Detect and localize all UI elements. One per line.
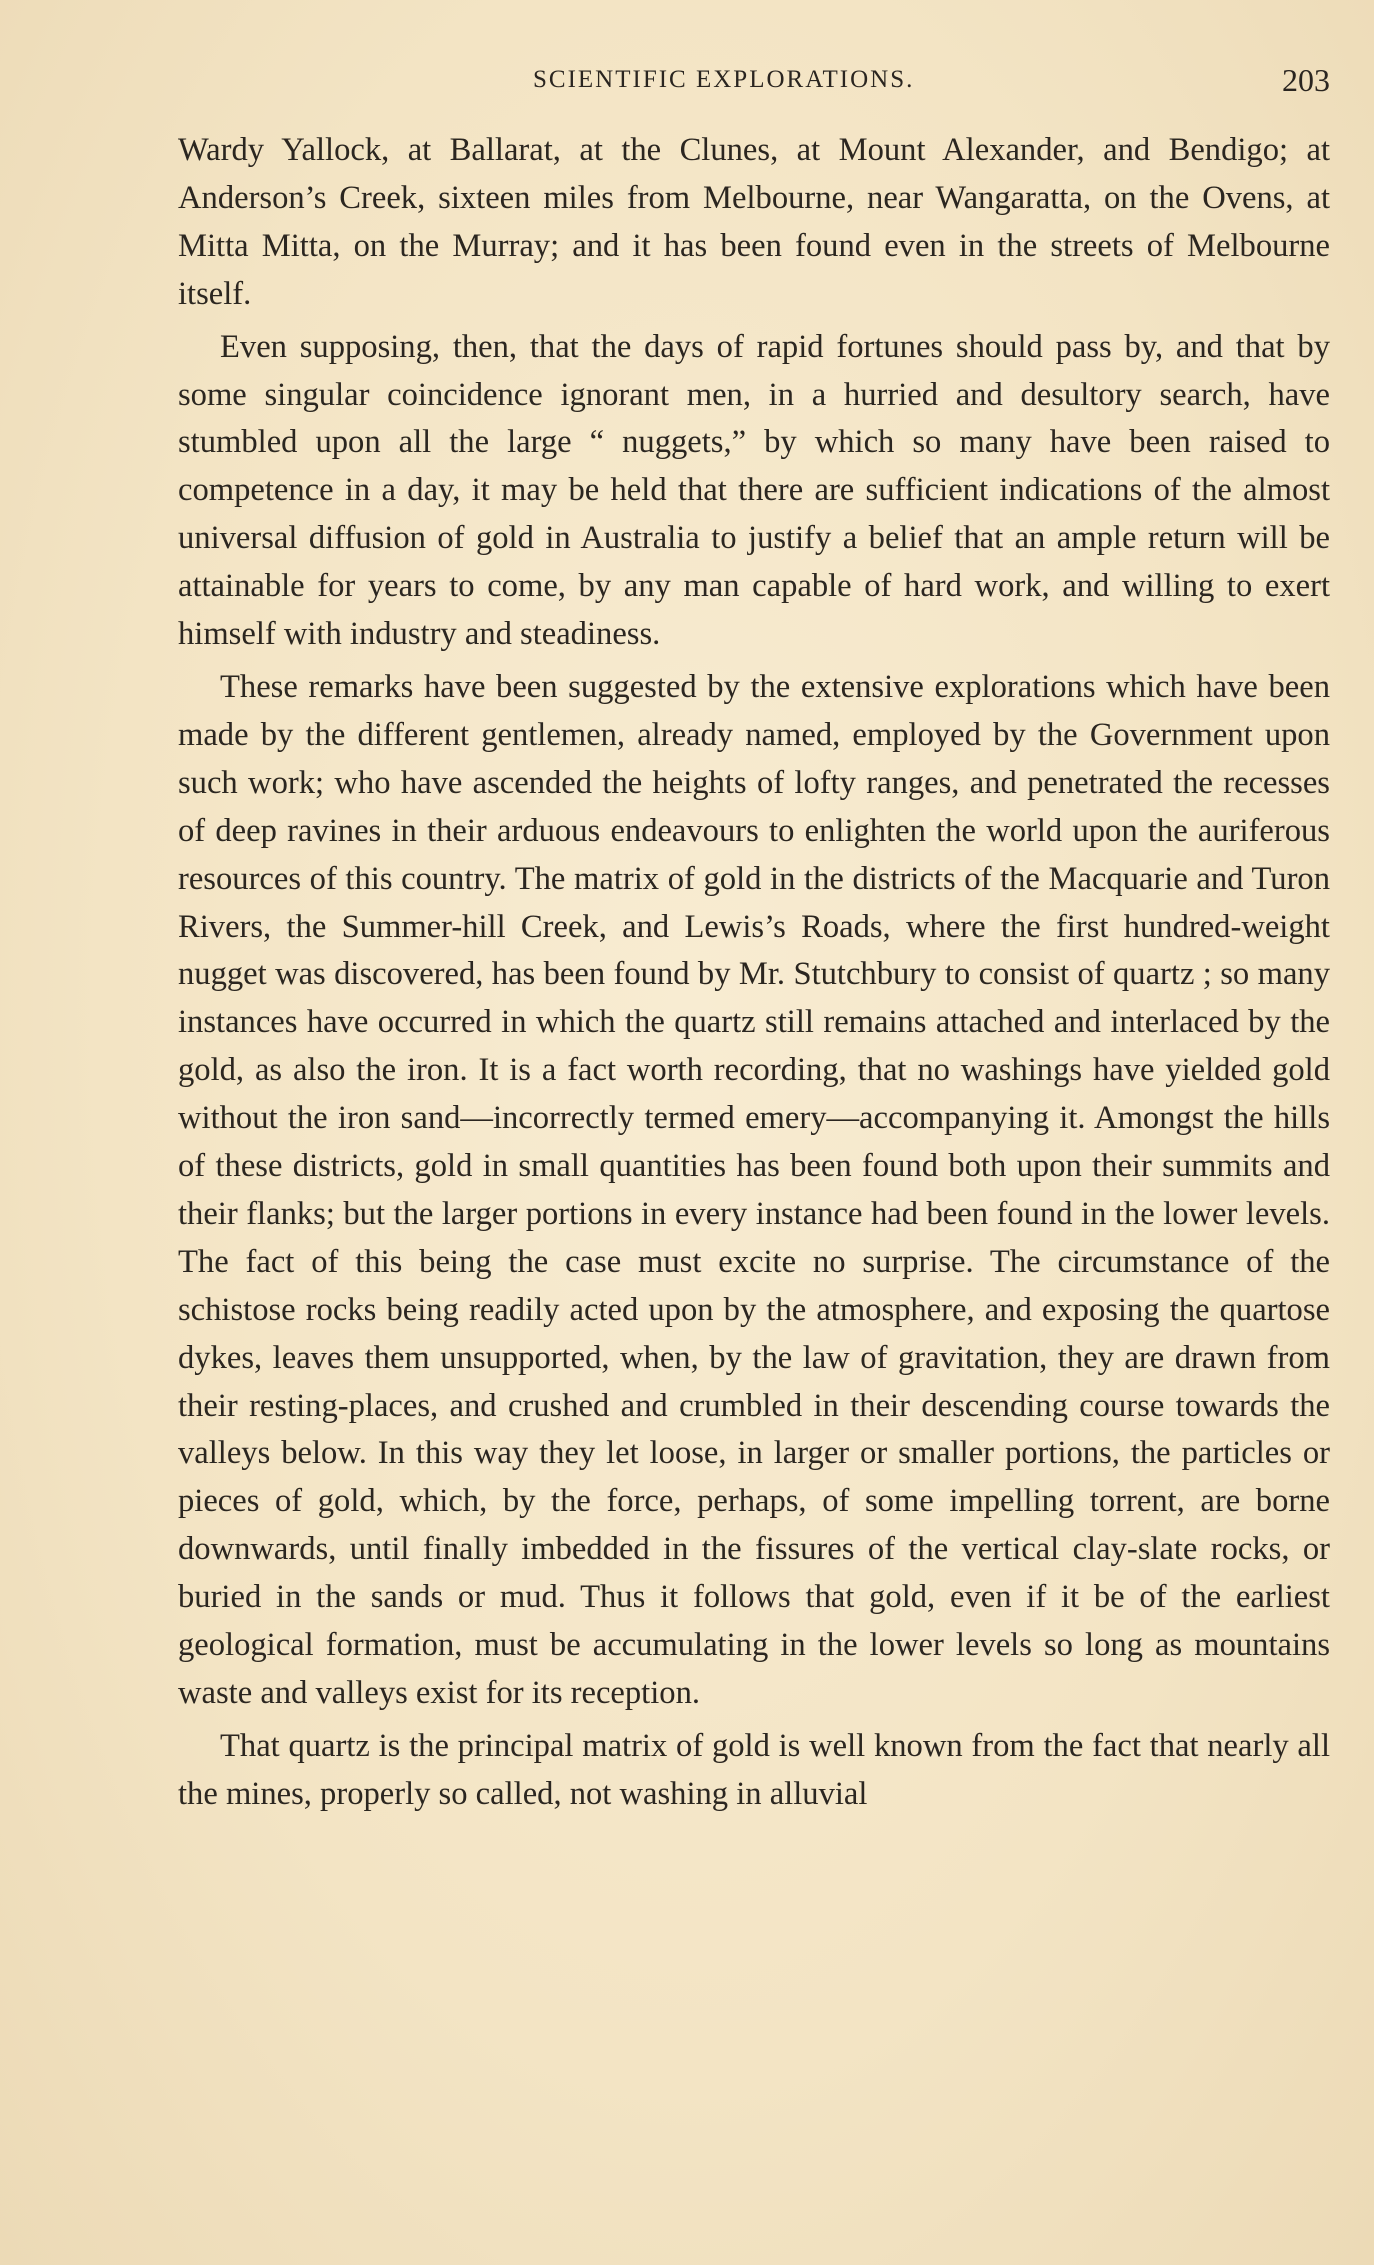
page-header — [178, 62, 1330, 102]
paragraph: These remarks have been suggested by the extensive explorations which have been made by the different gentlemen, already named, employed by the Government upon such work; who have ascended the heights of lofty ranges, and penetrated the recesses of deep ravines in their arduous endeavours to enlighten the world upon the auriferous resources of this country. The matrix of gold in the districts of the Macquarie and Turon Rivers, the Summer-hill Creek, and Lewis’s Roads, where the first hundred-weight nugget was discovered, has been found by Mr. Stutchbury to consist of quartz ; so many instances have occurred in which the quartz still remains attached and interlaced by the gold, as also the iron. It is a fact worth recording, that no washings have yielded gold without the iron sand—incorrectly termed emery—accompanying it. Amongst the hills of these districts, gold in small quantities has been found both upon their summits and their flanks; but the larger portions in every instance had been found in the lower levels. The fact of this being the case must excite no surprise. The circumstance of the schistose rocks being readily acted upon by the atmosphere, and exposing the quartose dykes, leaves them unsupported, when, by the law of gravitation, they are drawn from their resting-places, and crushed and crumbled in their descending course towards the valleys below. In this way they let loose, in larger or smaller portions, the particles or pieces of gold, which, by the force, perhaps, of some impelling torrent, are borne downwards, until finally imbedded in the fissures of the vertical clay-slate rocks, or buried in the sands or mud. Thus it follows that gold, even if it be of the earliest geological formation, must be accumulating in the lower levels so long as mountains waste and valleys exist for its reception. — [178, 668, 1330, 1711]
paragraph: Even supposing, then, that the days of rapid fortunes should pass by, and that by some singular coincidence ignorant men, in a hurried and desultory search, have stumbled upon all the large “ nuggets,” by which so many have been raised to competence in a day, it may be held that there are sufficient indications of the almost universal diffusion of gold in Australia to justify a belief that an ample return will be attainable for years to come, by any man capable of hard work, and willing to exert himself with industry and steadiness. — [178, 328, 1330, 653]
paragraph: Wardy Yallock, at Ballarat, at the Clunes, at Mount Alexander, and Bendigo; at Anderson’s Creek, sixteen miles from Melbourne, near Wangaratta, on the Ovens, at Mitta Mitta, on the Murray; and it has been found even in the streets of Melbourne itself. — [178, 132, 1330, 312]
body-text — [178, 127, 1330, 1819]
running-title: SCIENTIFIC EXPLORATIONS. — [533, 66, 915, 93]
paragraph: That quartz is the principal matrix of gold is well known from the fact that nearly all the mines, properly so called, not washing in alluvial — [178, 1727, 1330, 1812]
page-number: 203 — [1282, 62, 1330, 98]
